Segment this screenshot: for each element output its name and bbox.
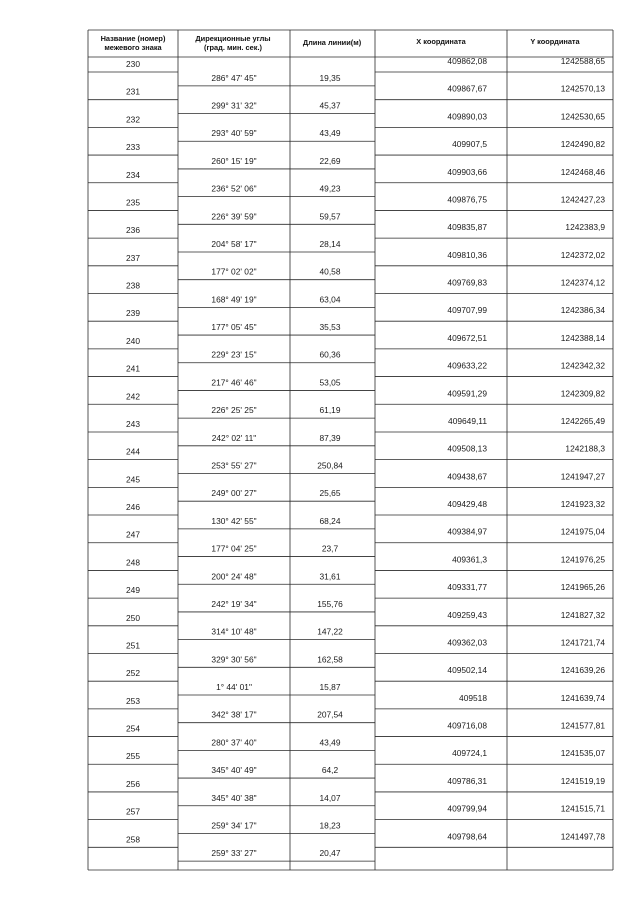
point-y-coordinate: 1241965,26: [560, 582, 605, 593]
segment-angle: 1° 44' 01": [216, 682, 252, 693]
table-header: [101, 34, 581, 52]
point-y-coordinate: 1241975,04: [560, 526, 605, 537]
point-y-coordinate: 1242588,65: [560, 56, 605, 66]
segment-length: 250,84: [317, 460, 343, 471]
point-x-coordinate: 409835,87: [447, 222, 487, 233]
point-name: 245: [126, 474, 140, 485]
segment-angle: 177° 04' 25": [211, 543, 257, 554]
point-y-coordinate: 1242383,9: [565, 222, 605, 233]
segment-angle: 130° 42' 55": [211, 515, 257, 526]
segment-angle: 217° 46' 46": [211, 377, 257, 388]
segment-angle: 242° 19' 34": [211, 598, 257, 609]
point-y-coordinate: 1242374,12: [560, 277, 605, 288]
point-name: 233: [126, 142, 140, 153]
segment-length: 19,35: [319, 72, 341, 83]
point-x-coordinate: 409798,64: [447, 831, 487, 842]
segment-length: 22,69: [319, 155, 341, 166]
point-y-coordinate: 1242386,34: [560, 305, 605, 316]
point-name: 236: [126, 225, 140, 236]
segment-angle: 226° 25' 25": [211, 405, 257, 416]
segment-angle: 259° 34' 17": [211, 820, 257, 831]
point-x-coordinate: 409862,08: [447, 56, 487, 66]
segment-angle: 259° 33' 27": [211, 848, 257, 859]
point-x-coordinate: 409810,36: [447, 249, 487, 260]
segment-angle: 345° 40' 49": [211, 765, 257, 776]
point-x-coordinate: 409649,11: [448, 415, 487, 426]
segment-angle: 314° 10' 48": [211, 626, 257, 637]
segment-angle: 299° 31' 32": [211, 100, 257, 111]
point-y-coordinate: 1241639,26: [560, 665, 605, 676]
point-x-coordinate: 409799,94: [447, 803, 487, 814]
segment-angle: 200° 24' 48": [211, 571, 257, 582]
segment-angle: 177° 02' 02": [211, 266, 257, 277]
segment-length: 40,58: [319, 266, 341, 277]
point-name: 234: [126, 169, 140, 180]
point-name: 247: [126, 529, 140, 540]
point-x-coordinate: 409867,67: [447, 83, 487, 94]
segment-angle: 260° 15' 19": [211, 155, 257, 166]
segment-length: 43,49: [319, 737, 341, 748]
point-y-coordinate: 1241639,74: [560, 692, 605, 703]
segment-angle: 249° 00' 27": [211, 488, 257, 499]
point-y-coordinate: 1241535,07: [560, 748, 605, 759]
point-x-coordinate: 409633,22: [447, 360, 487, 371]
point-x-coordinate: 409672,51: [447, 332, 487, 343]
point-x-coordinate: 409502,14: [447, 665, 487, 676]
point-name: 242: [126, 391, 140, 402]
segment-angle: 229° 23' 15": [211, 349, 257, 360]
header-y-coordinate: Y координата: [530, 37, 580, 46]
point-name: 232: [126, 114, 140, 125]
point-name: 251: [126, 640, 140, 651]
segment-length: 15,87: [319, 682, 341, 693]
segment-length: 60,36: [319, 349, 341, 360]
point-name: 231: [126, 86, 140, 97]
point-x-coordinate: 409907,5: [452, 139, 487, 150]
point-name: 258: [126, 834, 140, 845]
segment-angle: 204° 58' 17": [211, 238, 257, 249]
segment-length: 59,57: [319, 211, 341, 222]
point-name: 241: [126, 363, 140, 374]
point-x-coordinate: 409518: [459, 692, 487, 703]
point-x-coordinate: 409508,13: [447, 443, 487, 454]
point-y-coordinate: 1242265,49: [560, 415, 605, 426]
point-x-coordinate: 409707,99: [447, 305, 487, 316]
segment-angle: 286° 47' 45": [211, 72, 257, 83]
point-x-coordinate: 409903,66: [447, 166, 487, 177]
segment-angle: 329° 30' 56": [211, 654, 257, 665]
table-body: [126, 56, 605, 858]
point-name: 239: [126, 308, 140, 319]
point-y-coordinate: 1241976,25: [560, 554, 605, 565]
segment-angle: 345° 40' 38": [211, 792, 257, 803]
point-y-coordinate: 1242530,65: [560, 111, 605, 122]
segment-angle: 253° 55' 27": [211, 460, 257, 471]
segment-length: 31,61: [319, 571, 341, 582]
segment-angle: 280° 37' 40": [211, 737, 257, 748]
segment-length: 14,07: [319, 792, 341, 803]
point-name: 244: [126, 446, 140, 457]
segment-length: 162,58: [317, 654, 343, 665]
point-x-coordinate: 409362,03: [447, 637, 487, 648]
point-x-coordinate: 409384,97: [447, 526, 487, 537]
segment-length: 28,14: [319, 238, 341, 249]
header-length: Длина линии(м): [302, 38, 362, 47]
point-y-coordinate: 1242570,13: [560, 83, 605, 94]
point-y-coordinate: 1241947,27: [560, 471, 605, 482]
segment-length: 64,2: [321, 765, 339, 776]
segment-length: 63,04: [319, 294, 341, 305]
point-name: 235: [126, 197, 140, 208]
header-name-line1: Название (номер): [100, 34, 166, 43]
segment-angle: 226° 39' 59": [211, 211, 257, 222]
point-name: 248: [126, 557, 140, 568]
point-x-coordinate: 409429,48: [447, 499, 487, 510]
point-name: 240: [126, 335, 140, 346]
point-name: 246: [126, 502, 140, 513]
header-name-line2: межевого знака: [104, 43, 162, 52]
point-name: 243: [126, 418, 140, 429]
table-grid: [88, 30, 613, 870]
point-name: 256: [126, 778, 140, 789]
point-x-coordinate: 409361,3: [452, 554, 487, 565]
point-x-coordinate: 409716,08: [447, 720, 487, 731]
point-x-coordinate: 409438,67: [447, 471, 487, 482]
segment-angle: 168° 49' 19": [211, 294, 257, 305]
segment-angle: 177° 05' 45": [211, 322, 257, 333]
segment-length: 147,22: [317, 626, 343, 637]
point-y-coordinate: 1241497,78: [560, 831, 605, 842]
segment-length: 23,7: [321, 543, 339, 554]
segment-angle: 342° 38' 17": [211, 709, 257, 720]
point-y-coordinate: 1242468,46: [560, 166, 605, 177]
point-y-coordinate: 1242188,3: [565, 443, 605, 454]
segment-length: 53,05: [319, 377, 341, 388]
segment-length: 35,53: [319, 322, 341, 333]
point-name: 253: [126, 695, 140, 706]
point-y-coordinate: 1242342,32: [560, 360, 605, 371]
point-name: 238: [126, 280, 140, 291]
point-y-coordinate: 1241577,81: [560, 720, 605, 731]
point-y-coordinate: 1241923,32: [560, 499, 605, 510]
segment-length: 45,37: [319, 100, 341, 111]
point-y-coordinate: 1242372,02: [560, 249, 605, 260]
point-y-coordinate: 1242427,23: [560, 194, 605, 205]
point-name: 237: [126, 252, 140, 263]
segment-length: 18,23: [319, 820, 341, 831]
point-x-coordinate: 409724,1: [452, 748, 487, 759]
point-y-coordinate: 1242490,82: [560, 139, 605, 150]
point-x-coordinate: 409331,77: [447, 582, 487, 593]
segment-length: 25,65: [319, 488, 341, 499]
point-x-coordinate: 409591,29: [447, 388, 487, 399]
point-x-coordinate: 409786,31: [447, 775, 487, 786]
point-x-coordinate: 409259,43: [447, 609, 487, 620]
point-name: 257: [126, 806, 140, 817]
segment-length: 20,47: [319, 848, 341, 859]
segment-length: 68,24: [319, 515, 341, 526]
point-name: 255: [126, 751, 140, 762]
point-name: 249: [126, 585, 140, 596]
segment-length: 207,54: [317, 709, 343, 720]
header-angle-line1: Дирекционные углы: [195, 34, 271, 43]
point-x-coordinate: 409876,75: [447, 194, 487, 205]
point-y-coordinate: 1241515,71: [560, 803, 605, 814]
header-angle-line2: (град. мин. сек.): [204, 43, 262, 52]
segment-angle: 236° 52' 06": [211, 183, 257, 194]
point-x-coordinate: 409769,83: [447, 277, 487, 288]
point-y-coordinate: 1242309,82: [560, 388, 605, 399]
point-name: 254: [126, 723, 140, 734]
point-name: 250: [126, 612, 140, 623]
segment-length: 87,39: [319, 432, 341, 443]
segment-length: 155,76: [317, 598, 343, 609]
segment-length: 43,49: [319, 128, 341, 139]
point-name: 230: [126, 59, 140, 69]
segment-length: 61,19: [319, 405, 341, 416]
point-y-coordinate: 1241519,19: [560, 775, 605, 786]
header-x-coordinate: X координата: [416, 37, 466, 46]
point-y-coordinate: 1241721,74: [560, 637, 605, 648]
segment-length: 49,23: [319, 183, 341, 194]
point-y-coordinate: 1242388,14: [560, 332, 605, 343]
point-y-coordinate: 1241827,32: [560, 609, 605, 620]
segment-angle: 293° 40' 59": [211, 128, 257, 139]
point-x-coordinate: 409890,03: [447, 111, 487, 122]
segment-angle: 242° 02' 11": [211, 432, 257, 443]
point-name: 252: [126, 668, 140, 679]
